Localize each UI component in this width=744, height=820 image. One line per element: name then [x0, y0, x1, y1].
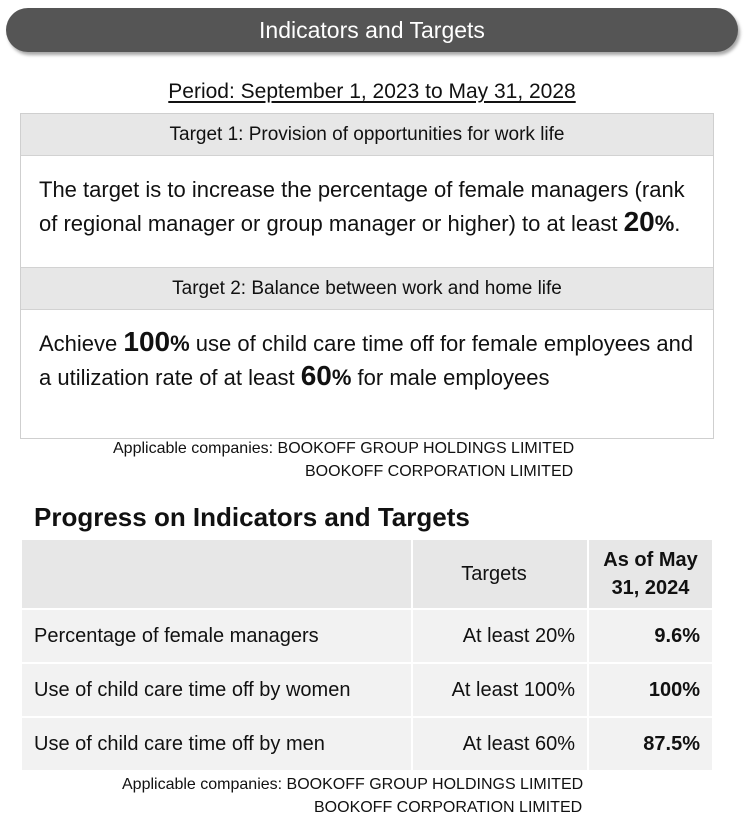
target2-unit1: %	[170, 331, 190, 356]
row-label: Use of child care time off by women	[21, 663, 412, 717]
table-row	[21, 663, 713, 717]
target1-value: 20	[623, 206, 655, 237]
applicable-companies-bottom-line1: Applicable companies: BOOKOFF GROUP HOLDINGS LIMITED	[122, 776, 584, 793]
target1-text: The target is to increase the percentage of female managers (rank of regional manager or group manager or higher) to at least	[39, 177, 685, 236]
row-actual: 100%	[588, 663, 713, 717]
table-header-row	[21, 539, 713, 609]
target1-end: .	[674, 211, 681, 236]
row-target: At least 100%	[412, 663, 588, 717]
applicable-companies-bottom-line2: BOOKOFF CORPORATION LIMITED	[314, 799, 583, 816]
header-title: Indicators and Targets	[259, 17, 485, 43]
applicable-companies-top-line2: BOOKOFF CORPORATION LIMITED	[305, 463, 574, 480]
target2-value1: 100	[123, 326, 171, 357]
target2-body	[39, 326, 699, 394]
target1-unit: %	[654, 211, 675, 236]
row-target: At least 20%	[412, 609, 588, 663]
row-target: At least 60%	[412, 717, 588, 771]
target1-body	[39, 174, 699, 240]
target2-value2: 60	[300, 360, 332, 391]
progress-table	[20, 538, 714, 772]
target2-heading: Target 2: Balance between work and home life	[21, 267, 713, 310]
header-targets: Targets	[412, 539, 588, 609]
table-row	[21, 609, 713, 663]
progress-title: Progress on Indicators and Targets	[34, 502, 470, 532]
period-line	[0, 78, 744, 106]
target2-text-a: Achieve	[39, 331, 124, 356]
header-title-bar	[6, 8, 738, 52]
row-label: Use of child care time off by men	[21, 717, 412, 771]
row-label: Percentage of female managers	[21, 609, 412, 663]
targets-box	[20, 113, 714, 439]
table-row	[21, 717, 713, 771]
target2-unit2: %	[331, 365, 352, 390]
header-actual: As of May 31, 2024	[588, 539, 713, 609]
period-text: Period: September 1, 2023 to May 31, 2028	[168, 80, 576, 103]
row-actual: 87.5%	[588, 717, 713, 771]
row-actual: 9.6%	[588, 609, 713, 663]
target2-text-c: for male employees	[351, 365, 550, 390]
target2-text-b: use of child care time off for female employees and a utilization rate of at least	[39, 331, 694, 390]
header-indicator	[21, 539, 412, 609]
applicable-companies-top-line1: Applicable companies: BOOKOFF GROUP HOLDINGS LIMITED	[113, 440, 575, 457]
target1-heading: Target 1: Provision of opportunities for work life	[21, 114, 713, 156]
